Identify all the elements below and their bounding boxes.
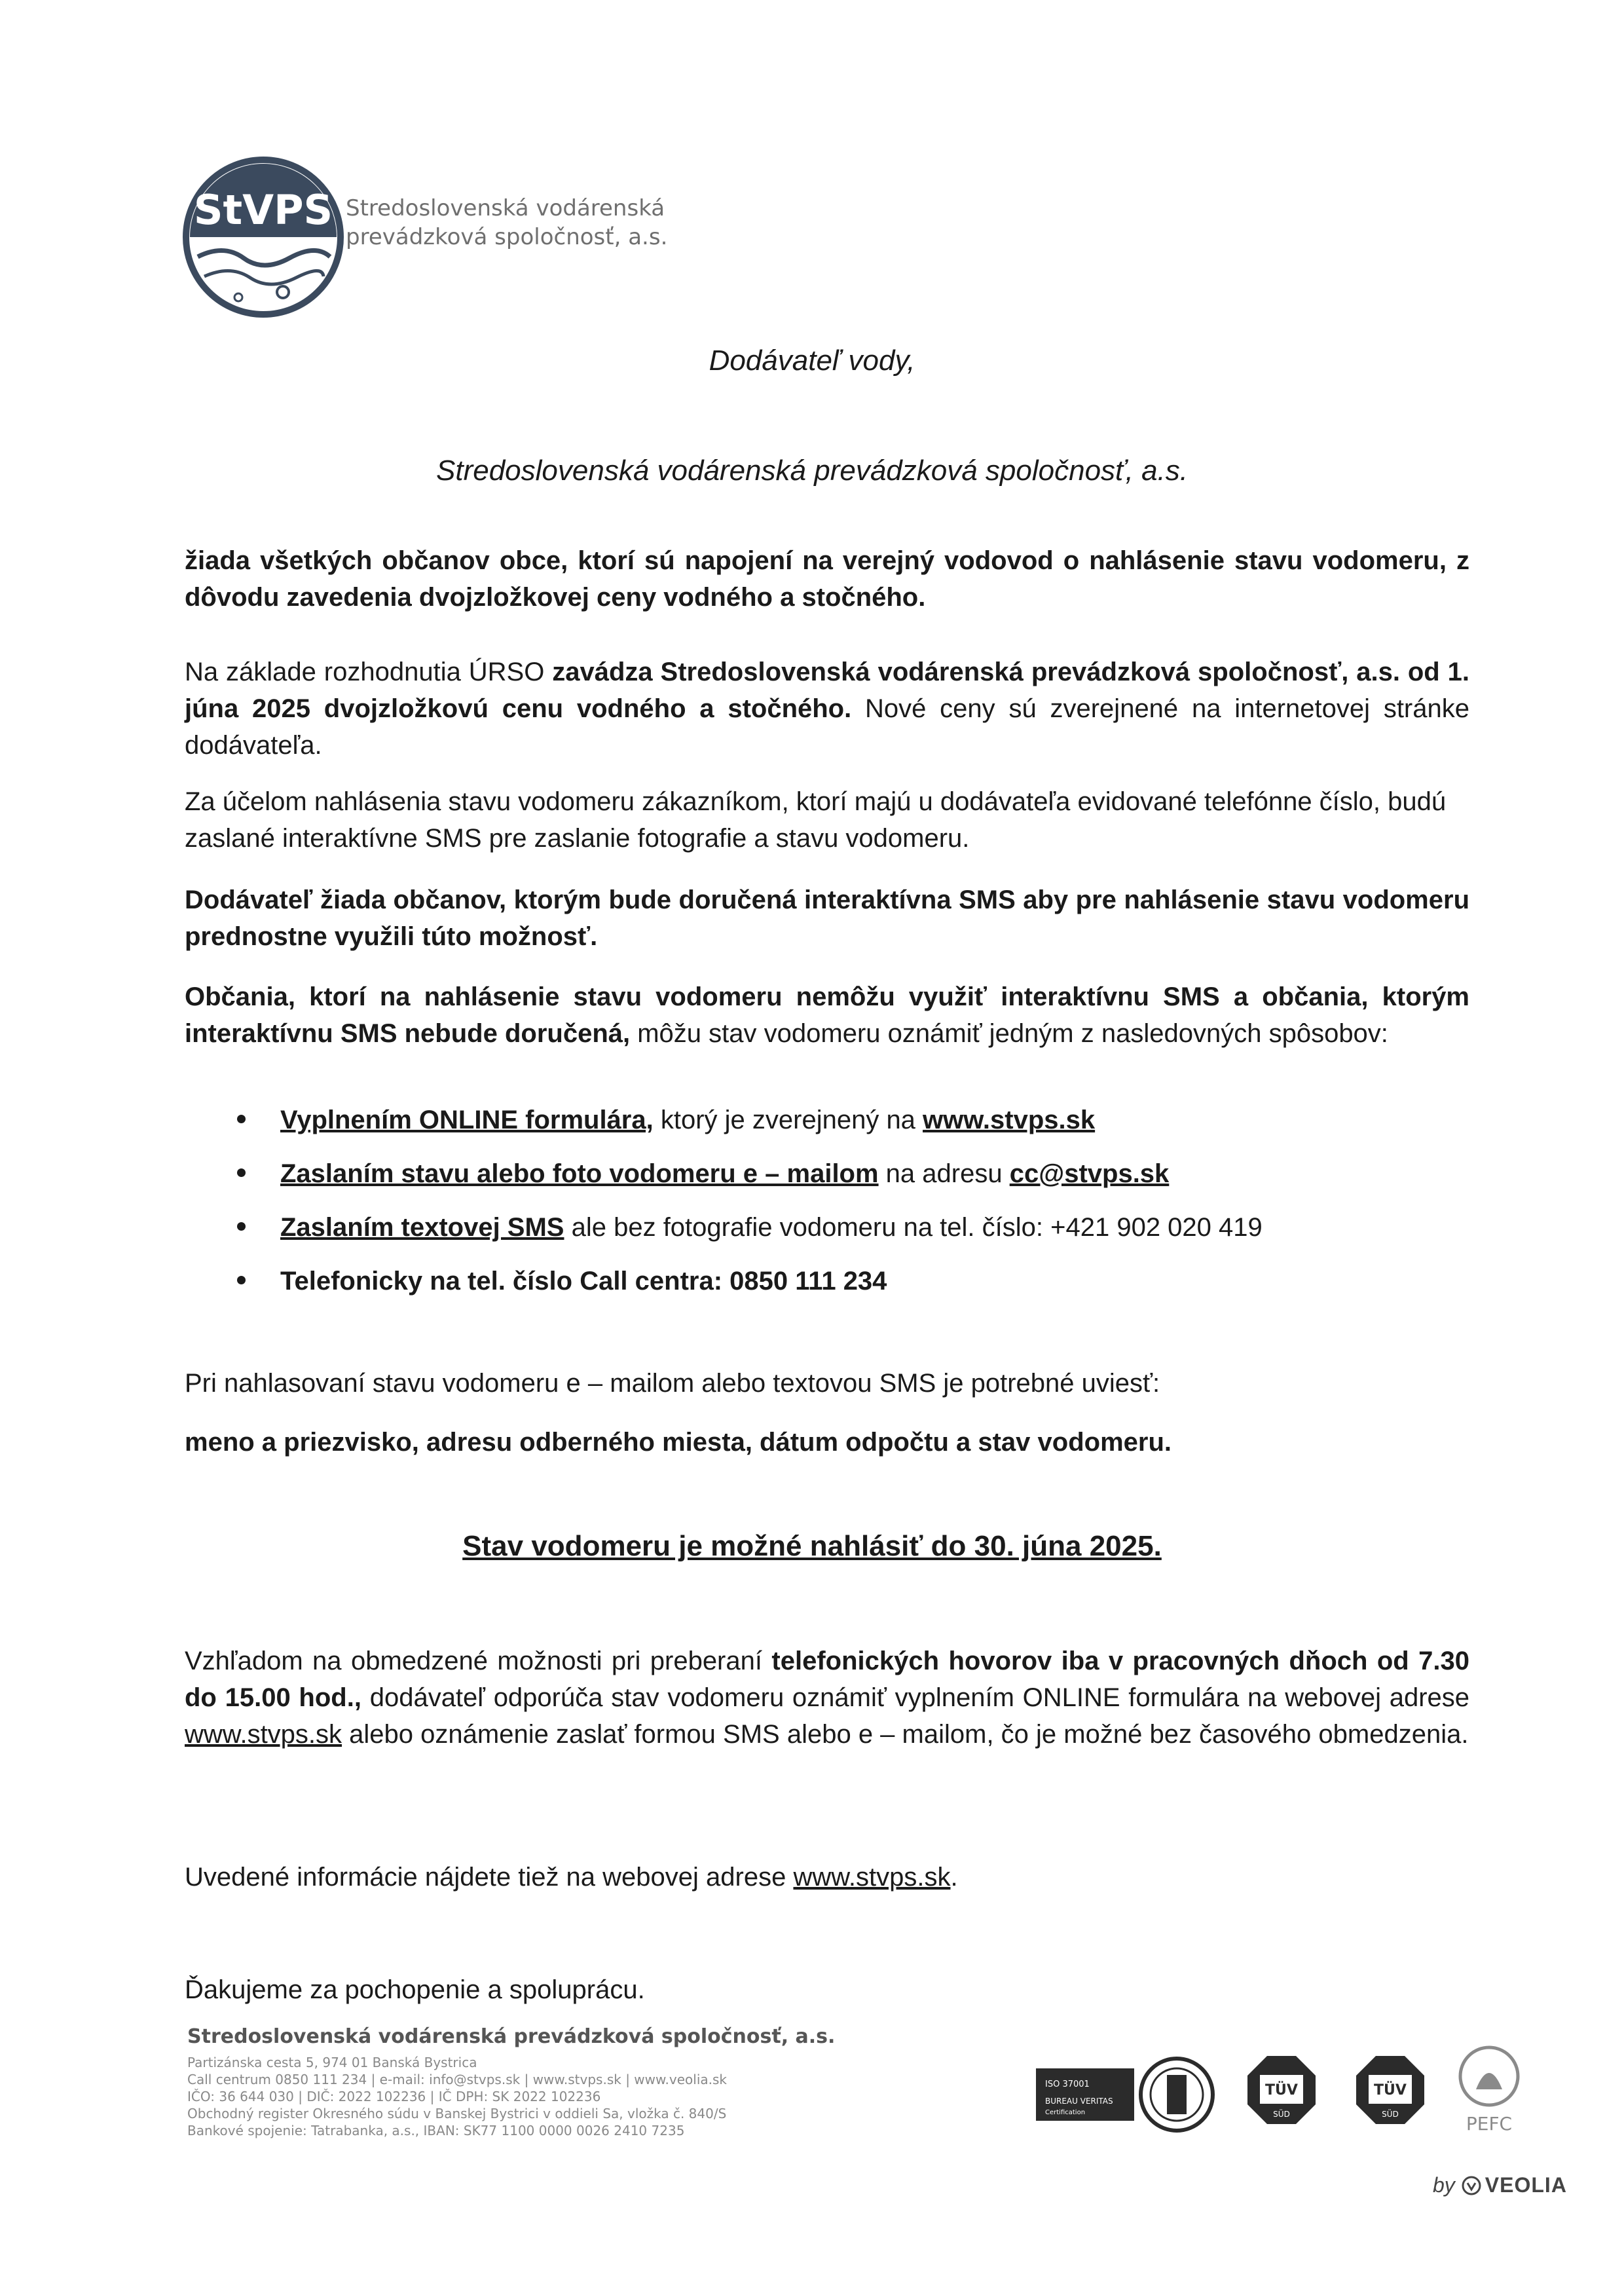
byline-brand: VEOLIA — [1485, 2173, 1567, 2197]
p5-a: Občania, ktorí na nahlásenie stavu vodomeru nemôžu využiť interaktívnu SMS a občania, ktorým interaktívnu SMS nebude doručená, — [185, 982, 1469, 1048]
footer-bank: Bankové spojenie: Tatrabanka, a.s., IBAN: SK77 1100 0000 0026 2410 7235 — [187, 2123, 685, 2138]
paragraph-alternatives — [185, 979, 1469, 1052]
p2-a: Na základe rozhodnutia ÚRSO — [185, 658, 553, 686]
p8-b: telefonických hovorov iba v pracovných dňoch od 7.30 do 15.00 hod., — [185, 1647, 1470, 1712]
bullet-text: ale bez fotografie vodomeru na tel. číslo: +421 902 020 419 — [564, 1213, 1263, 1242]
website-link[interactable]: www.stvps.sk — [923, 1106, 1096, 1134]
list-item — [185, 1263, 1469, 1316]
p9-b: . — [950, 1863, 958, 1892]
sud-text: SÜD — [1273, 2110, 1290, 2119]
footer-register: Obchodný register Okresného súdu v Banskej Bystrici v oddieli Sa, vložka č. 840/S — [187, 2106, 727, 2121]
paragraph-more-info — [185, 1859, 1469, 1895]
sms-method-label: Zaslaním textovej SMS — [280, 1213, 564, 1242]
paragraph-thanks: Ďakujeme za pochopenie a spoluprácu. — [185, 1975, 645, 2004]
paragraph-phone-hours — [185, 1643, 1469, 1753]
sud-text: SÜD — [1382, 2110, 1399, 2119]
logo-mark-text: StVPS — [193, 186, 333, 234]
footer-address: Partizánska cesta 5, 974 01 Banská Bystrica — [187, 2055, 477, 2070]
bullet-icon — [237, 1222, 246, 1231]
pefc-certification-icon — [1450, 2043, 1528, 2142]
p2-c: Nové ceny sú zverejnené na internetovej stránke dodávateľa. — [185, 694, 1469, 760]
p4-a: Dodávateľ žiada občanov, — [185, 886, 514, 914]
paragraph-request — [185, 542, 1469, 616]
footer-contacts: Call centrum 0850 111 234 | e-mail: info@stvps.sk | www.stvps.sk | www.veolia.sk — [187, 2072, 727, 2087]
paragraph-required-info: Pri nahlasovaní stavu vodomeru e – mailom alebo textovou SMS je potrebné uviesť: — [185, 1369, 1160, 1398]
tuv-sud-certification-icon — [1246, 2054, 1318, 2126]
bullet-icon — [237, 1276, 246, 1284]
pefc-text: PEFC — [1466, 2113, 1513, 2135]
p4-b: ktorým bude doručená interaktívna SMS aby pre nahlásenie stavu vodomeru prednostne využili túto možnosť. — [185, 886, 1469, 951]
p9-a: Uvedené informácie nájdete tiež na webovej adrese — [185, 1863, 794, 1892]
online-form-link[interactable]: Vyplnením ONLINE formulára, — [280, 1106, 654, 1134]
supplier-name: Stredoslovenská vodárenská prevádzková spoločnosť, a.s. — [436, 455, 1188, 487]
email-link[interactable]: cc@stvps.sk — [1009, 1159, 1170, 1188]
bullet-icon — [237, 1168, 246, 1177]
call-centre-text: Telefonicky na tel. číslo Call centra: 0850 111 234 — [280, 1267, 887, 1296]
footer-company-name: Stredoslovenská vodárenská prevádzková spoločnosť, a.s. — [187, 2025, 836, 2048]
byline-by: by — [1433, 2173, 1455, 2197]
footer-tax-ids: IČO: 36 644 030 | DIČ: 2022 102236 | IČ DPH: SK 2022 102236 — [187, 2089, 601, 2104]
footer-contact-block — [187, 2054, 727, 2139]
logo-company-name — [346, 194, 667, 252]
list-item — [185, 1209, 1469, 1263]
website-link[interactable]: www.stvps.sk — [793, 1863, 951, 1892]
paragraph-sms-preferred — [185, 882, 1469, 955]
bv-sub-text: Certification — [1045, 2109, 1086, 2116]
bullet-text: ktorý je zverejnený na — [653, 1106, 923, 1134]
p8-c: dodávateľ odporúča stav vodomeru oznámiť vyplnením ONLINE formulára na webovej adrese — [361, 1683, 1470, 1712]
tuv-text: TÜV — [1265, 2082, 1298, 2099]
paragraph-urso-decision — [185, 654, 1469, 764]
bv-iso-text: ISO 37001 — [1045, 2080, 1090, 2089]
deadline-notice: Stav vodomeru je možné nahlásiť do 30. júna 2025. — [462, 1530, 1162, 1562]
tuv-sud-certification-icon — [1354, 2054, 1426, 2126]
p5-b: môžu stav vodomeru oznámiť jedným z nasledovných spôsobov: — [630, 1019, 1388, 1048]
supplier-label: Dodávateľ vody, — [709, 345, 915, 377]
p1-a: žiada všetkých občanov obce, — [185, 546, 578, 575]
p8-a: Vzhľadom na obmedzené možnosti pri preberaní — [185, 1647, 772, 1675]
list-item — [185, 1102, 1469, 1155]
veolia-byline — [1433, 2173, 1567, 2197]
paragraph-required-fields: meno a priezvisko, adresu odberného miesta, dátum odpočtu a stav vodomeru. — [185, 1428, 1172, 1457]
bv-name-text: BUREAU VERITAS — [1045, 2097, 1113, 2106]
tuv-text: TÜV — [1374, 2082, 1407, 2099]
p1-b: ktorí sú napojení na verejný vodovod o nahlásenie stavu vodomeru, z dôvodu zavedenia dvojzložkovej ceny vodného a stočného. — [185, 546, 1469, 612]
list-item — [185, 1155, 1469, 1209]
email-method-label: Zaslaním stavu alebo foto vodomeru e – mailom — [280, 1159, 879, 1188]
logo-company-line2: prevádzková spoločnosť, a.s. — [346, 224, 668, 250]
reporting-methods-list — [185, 1102, 1469, 1316]
stvps-logo — [178, 152, 348, 322]
logo-company-line1: Stredoslovenská vodárenská — [346, 195, 665, 221]
p8-d: alebo oznámenie zaslať formou SMS alebo e – mailom, čo je možné bez časového obmedzenia. — [342, 1720, 1469, 1749]
paragraph-interactive-sms: Za účelom nahlásenia stavu vodomeru zákazníkom, ktorí majú u dodávateľa evidované telefónne číslo, budú zaslané interaktívne SMS pre zaslanie fotografie a stavu vodomeru. — [185, 787, 1447, 853]
p2-b: zavádza Stredoslovenská vodárenská prevádzková spoločnosť, a.s. od 1. júna 2025 dvojzložkovú cenu vodného a stočného. — [185, 658, 1469, 723]
veolia-logo-icon — [1462, 2176, 1481, 2195]
website-link[interactable]: www.stvps.sk — [185, 1720, 342, 1749]
bullet-text: na adresu — [878, 1159, 1010, 1188]
bullet-icon — [237, 1115, 246, 1123]
